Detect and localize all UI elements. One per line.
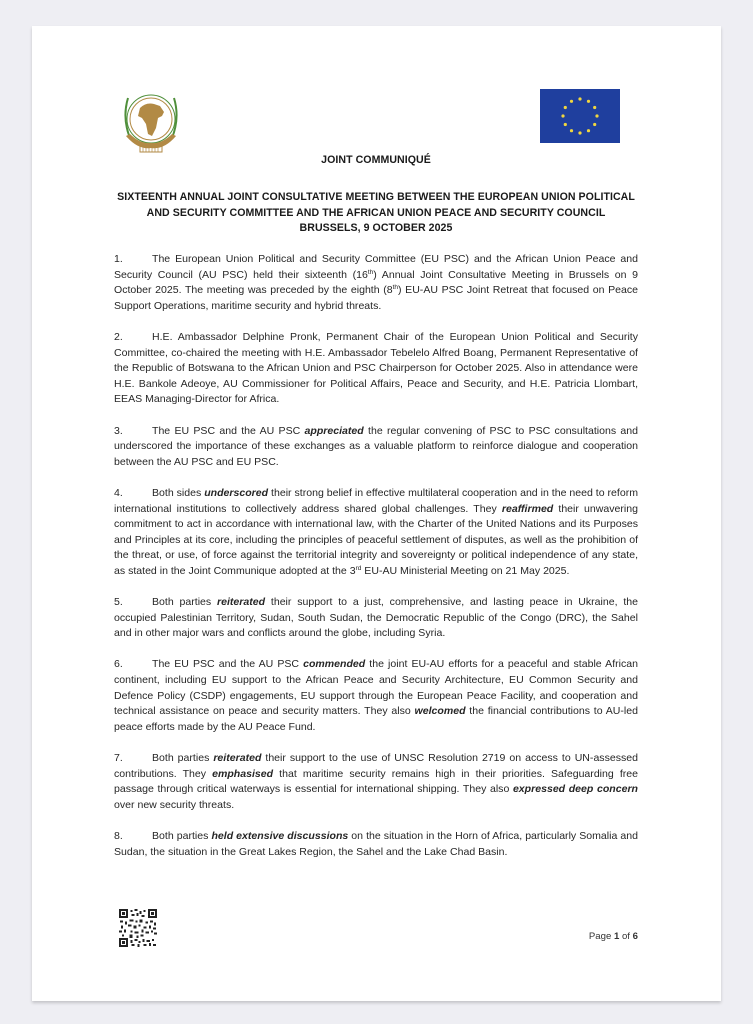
qr-code-icon [119,909,157,947]
subtitle-line: AND SECURITY COMMITTEE AND THE AFRICAN UNION PEACE AND SECURITY COUNCIL [146,206,606,219]
emphasized-text: commended [303,658,366,671]
paragraph-number: 1. [114,253,123,265]
paragraph-text: Both sides [152,486,205,499]
paragraph-text: H.E. Ambassador Delphine Pronk, Permanent Chair of the European Union Political and Security Committee, co-chaired the meeting with H.E. Ambassador Tebelelo Alfred Boang, Permanent Representative of the Republic of Botswana to the African Union and PSC Chairperson for October 2025. Also in attendance were H.E. Bankole Adeoye, AU Commissioner for Political Affairs, Peace and Security, and H.E. Patricia Llombart, EEAS Managing-Director for Africa. [114,330,638,406]
emphasized-text: emphasised [212,767,274,780]
subtitle-line: SIXTEENTH ANNUAL JOINT CONSULTATIVE MEETING BETWEEN THE EUROPEAN UNION POLITICAL [117,191,635,203]
superscript: rd [355,564,362,572]
numbered-paragraph [114,330,638,408]
emphasized-text: reiterated [213,752,262,764]
paragraph-number: 2. [114,330,123,343]
emphasized-text: reiterated [217,596,266,609]
european-union-flag-icon [540,89,620,143]
numbered-paragraph [114,424,638,471]
paragraph-text: their unwavering commitment to act in accordance with international law, with the Charter of the United Nations and its Purposes and Principles at its core, including the principles of peaceful settlement of disputes, as well as the prohibition of the threat, or use, of force against the territorial integrity and sovereignty or political independence of any state, as stated in the Joint Communique adopted at the 3 [114,502,638,577]
paragraph-text: that maritime security remains high in their priorities. Safeguarding free passage through critical waterways is essential for international shipping. They also [114,767,638,796]
paragraph-text: EU-AU Ministerial Meeting on 21 May 2025. [361,564,570,577]
paragraph-text: the financial contributions to AU-led peace efforts made by the AU Peace Fund. [114,705,638,733]
paragraph-number: 8. [114,829,123,842]
document-heading: JOINT COMMUNIQUÉ [321,154,431,166]
paragraph-text: their support to a just, comprehensive, and lasting peace in Ukraine, the occupied Palestinian Territory, Sudan, South Sudan, the Democratic Republic of the Congo (DRC), the Sahel and in other major wars and conflicts around the globe, including Syria. [114,596,639,640]
paragraph-text: ) Annual Joint Consultative Meeting in Brussels on 9 October 2025. The meeting was preceded by the eighth (8 [114,268,638,297]
emphasized-text: expressed deep concern [512,783,638,796]
superscript: th [392,284,399,292]
paragraph-text: The European Union Political and Security Committee (EU PSC) and the African Union Peace and Security Council (AU PSC) held their sixteenth (16 [114,253,638,281]
paragraph-number: 3. [114,424,123,437]
document-page [32,26,721,1001]
current-page: 1 [613,931,620,942]
superscript: th [367,268,374,276]
total-pages: 6 [632,931,638,942]
paragraph-text: their support to the use of UNSC Resolution 2719 on access to UN-assessed contributions. They [114,752,638,780]
numbered-paragraph [114,252,638,314]
emphasized-text: reaffirmed [501,502,554,515]
paragraph-text: Both parties [152,752,214,764]
emphasized-text: appreciated [304,424,364,437]
numbered-paragraph [114,657,638,735]
numbered-paragraph [114,595,638,642]
paragraph-number: 7. [114,752,123,764]
emphasized-text: held extensive discussions [211,829,349,842]
paragraph-text: The EU PSC and the AU PSC [152,424,305,437]
african-union-emblem-icon [120,88,182,154]
paragraph-text: Both parties [152,596,217,609]
emphasized-text: underscored [204,486,269,499]
page-number: Page 1 of 6 [588,931,638,942]
paragraph-text: Both parties [152,829,212,842]
paragraph-text: over new security threats. [114,798,235,811]
numbered-paragraph [114,751,638,813]
paragraph-text: ) EU-AU PSC Joint Retreat that focused on Peace Support Operations, maritime security and hybrid threats. [114,284,638,312]
emphasized-text: welcomed [414,705,466,718]
numbered-paragraph [114,829,638,860]
subtitle-line: BRUSSELS, 9 OCTOBER 2025 [299,222,453,235]
document-subtitle [114,190,638,237]
document-body [114,252,638,876]
paragraph-number: 4. [114,486,123,499]
paragraph-text: the regular convening of PSC to PSC consultations and underscored the importance of these exchanges as a valuable platform to reinforce dialogue and cooperation between the AU PSC and EU PSC. [114,424,638,468]
paragraph-text: the joint EU-AU efforts for a peaceful and stable African continent, including EU support to the African Peace and Security Architecture, EU Common Security and Defence Policy (CSDP) engagements, EU support through the European Peace Facility, and cooperation and technical assistance on peace and security matters. They also [114,658,638,718]
paragraph-number: 5. [114,596,123,609]
numbered-paragraph [114,486,638,580]
paragraph-number: 6. [114,658,123,671]
paragraph-text: on the situation in the Horn of Africa, particularly Somalia and Sudan, the situation in the Great Lakes Region, the Sahel and the Lake Chad Basin. [114,829,638,858]
paragraph-text: their strong belief in effective multilateral cooperation and in the need to reform international institutions to collectively address shared global challenges. They [114,486,638,515]
paragraph-text: The EU PSC and the AU PSC [152,658,304,671]
